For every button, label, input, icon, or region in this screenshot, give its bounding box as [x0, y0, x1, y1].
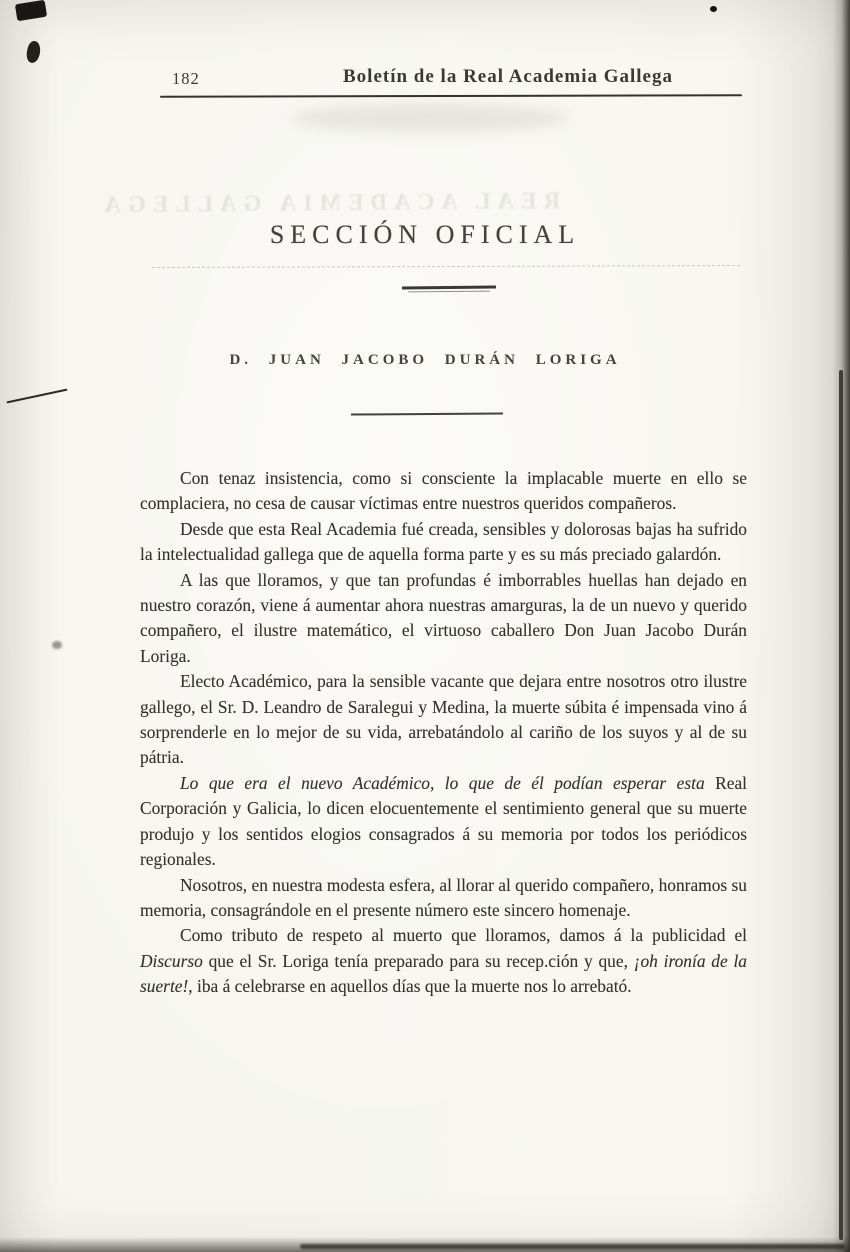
paragraph-2 [140, 517, 747, 568]
header-running-title: Boletín de la Real Academia Gallega [342, 66, 674, 87]
text-run: Nosotros, en nuestra modesta esfera, al llorar al querido compañero, honramos su memoria, consagrándole en el presente número este sincero homenaje. [140, 874, 747, 920]
paragraph-4 [140, 669, 747, 771]
scan-edge-right-line [839, 370, 843, 1240]
ink-speck-left-margin [52, 641, 62, 649]
stray-pencil-mark [6, 389, 67, 404]
italic-text: Lo que era el nuevo Académico, lo que de él podían esperar esta [180, 772, 716, 793]
text-run: que el Sr. Loriga tenía preparado para su recep.ción y que, [202, 950, 634, 971]
text-run: Electo Académico, para la sensible vacante que dejara entre nosotros otro ilustre gallego, el Sr. D. Leandro de Saralegui y Medina, la muerte súbita é impensada vino á sorprenderle en lo mejor de su vida, arrebatándolo al cariño de los suyos y al de su pátria. [140, 671, 747, 768]
paragraph-1 [140, 466, 747, 517]
section-title: SECCIÓN OFICIAL [269, 220, 581, 249]
paragraph-3 [140, 568, 747, 670]
header-rule [160, 94, 742, 98]
text-run: Con tenaz insistencia, como si consciente la implacable muerte en ello se complaciera, no cesa de causar víctimas entre nuestros queridos compañeros. [140, 468, 747, 514]
scan-edge-bottom-dark [300, 1244, 845, 1249]
italic-text: ¡oh ironía de la suerte! [140, 950, 748, 997]
bleedthrough-text: REAL ACADEMIA GALLEGA [97, 188, 561, 218]
paragraph-6 [140, 873, 747, 924]
ink-speck-top-right [710, 6, 717, 12]
paragraph-7 [140, 923, 747, 999]
article-title-rule [351, 412, 503, 415]
bleedthrough-smudge [290, 104, 570, 132]
article-body [140, 466, 747, 1000]
scan-dotted-line [152, 265, 740, 268]
text-run: Como tributo de respeto al muerto que lloramos, damos á la publicidad el [180, 925, 747, 946]
ink-blot-top-left-2 [25, 40, 42, 64]
text-run: , iba á celebrarse en aquellos días que la muerte nos lo arrebató. [188, 976, 632, 997]
article-title: D. JUAN JACOBO DURÁN LORIGA [229, 352, 621, 368]
paragraph-5 [140, 771, 747, 873]
text-run: Desde que esta Real Academia fué creada, sensibles y dolorosas bajas ha sufrido la intelectualidad gallega que de aquella forma parte y es su más preciado galardón. [140, 518, 747, 565]
italic-text: Discurso [140, 950, 203, 971]
text-run: Real Corporación y Galicia, lo dicen elocuentemente el sentimiento general que su muerte produjo y los sentidos elogios consagrados á su memoria por todos los periódicos regionales. [140, 772, 747, 870]
text-run: A las que lloramos, y que tan profundas é imborrables huellas han dejado en nuestro corazón, viene á aumentar ahora nuestras amarguras, la de un nuevo y querido compañero, el ilustre matemático, el virtuoso caballero Don Juan Jacobo Durán Loriga. [140, 569, 747, 666]
section-title-rule [402, 286, 496, 289]
header-page-number: 182 [172, 69, 200, 88]
ink-blot-top-left [15, 0, 47, 21]
